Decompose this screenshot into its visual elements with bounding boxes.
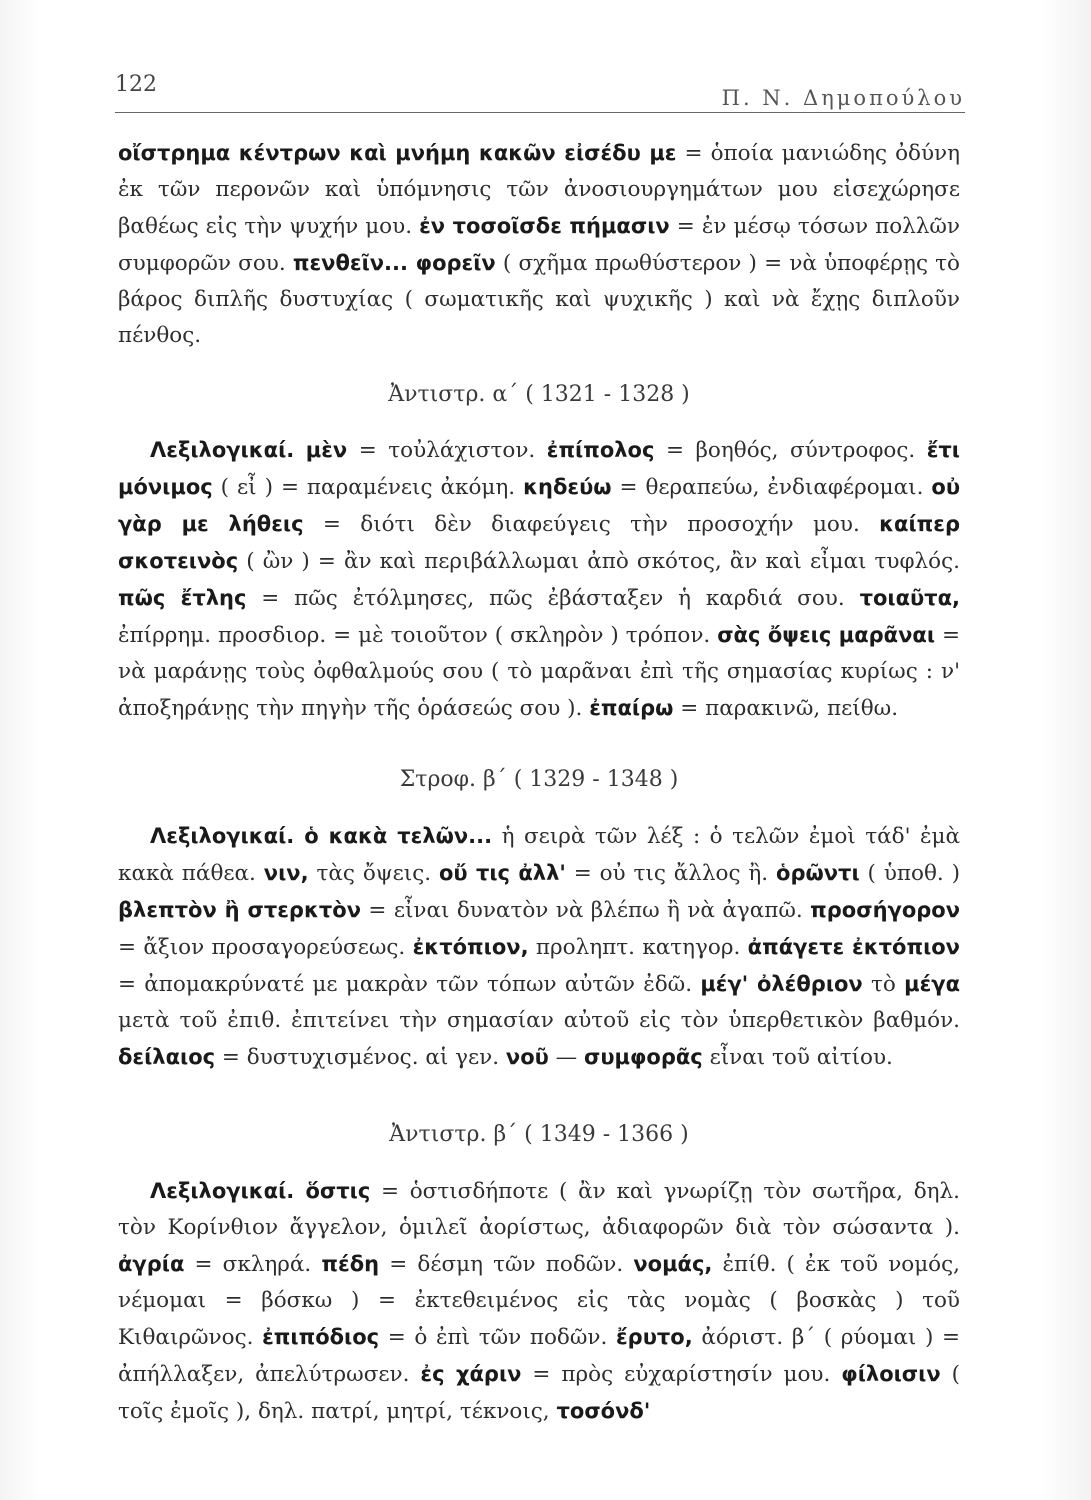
lemma-term: ἀγρία bbox=[118, 1252, 185, 1276]
lemma-term: νοῦ bbox=[505, 1045, 549, 1069]
gloss-text: = ὁ ἐπὶ τῶν ποδῶν. bbox=[379, 1325, 616, 1350]
lemma-term: μέγα bbox=[904, 972, 960, 996]
gloss-text: = δυστυχισμένος. αἱ γεν. bbox=[215, 1045, 506, 1070]
paragraph-vocabulary-antistrophe-a bbox=[118, 432, 960, 727]
lemma-term: οἴστρημα κέντρων καὶ μνήμη κακῶν εἰσέδυ με bbox=[118, 141, 677, 165]
gloss-text: = ἐν μέσῳ τόσων πολλῶν συμφορῶν σου. bbox=[118, 214, 960, 276]
gloss-text: = ὁστισδήποτε ( ἂν καὶ γνωρίζῃ τὸν σωτῆρα, δηλ. τὸν Κορίνθιον ἄγγελον, ὁμιλεῖ ἀορίστως, ἀδιαφορῶν διὰ τὸν σώσαντα ). bbox=[118, 1179, 960, 1240]
running-title: Π. Ν. Δημοπούλου bbox=[721, 86, 965, 110]
gloss-text: ἀόριστ. β΄ ( ρύομαι ) = ἀπήλλαξεν, ἀπελύτρωσεν. bbox=[118, 1325, 961, 1387]
section-heading-strophe-b: Στροφ. β΄ ( 1329 - 1348 ) bbox=[399, 767, 679, 792]
lemma-term: ἐπαίρω bbox=[589, 696, 674, 720]
lemma-term: φίλοισιν bbox=[841, 1362, 941, 1386]
gloss-text: ( σχῆμα πρωθύστερον ) = νὰ ὑποφέρῃς τὸ βάρος διπλῆς δυστυχίας ( σωματικῆς καὶ ψυχικῆς ) καὶ νὰ ἔχῃς διπλοῦν πένθος. bbox=[118, 251, 960, 348]
lemma-term: Λεξιλογικαί. bbox=[150, 438, 295, 462]
gloss-text: ( τοῖς ἐμοῖς ), δηλ. πατρί, μητρί, τέκνοις, bbox=[118, 1362, 961, 1424]
lemma-term: ἐπιπόδιος bbox=[262, 1325, 380, 1349]
gloss-text bbox=[294, 438, 306, 463]
page-number: 122 bbox=[115, 72, 157, 97]
gloss-text: — bbox=[548, 1045, 584, 1070]
gloss-text: ( ὑποθ. ) bbox=[859, 861, 961, 886]
lemma-term: ἀπάγετε ἐκτόπιον bbox=[747, 935, 960, 959]
lemma-term: πέδη bbox=[321, 1252, 380, 1276]
gloss-text: ἐπίρρημ. προσδιορ. = μὲ τοιοῦτον ( σκληρὸν ) τρόπον. bbox=[118, 623, 718, 648]
lemma-term: μέγ' ὀλέθριον bbox=[700, 972, 863, 996]
gloss-text: = εἶναι δυνατὸν νὰ βλέπω ἢ νὰ ἀγαπῶ. bbox=[361, 898, 811, 923]
lemma-term: βλεπτὸν ἢ στερκτὸν bbox=[118, 898, 362, 922]
lemma-term: ἐν τοσοῖσδε πήμασιν bbox=[419, 214, 670, 238]
lemma-term: τοιαῦτα, bbox=[859, 586, 960, 610]
lemma-term: πενθεῖν... φορεῖν bbox=[292, 251, 496, 275]
gloss-text: = νὰ μαράνῃς τοὺς ὀφθαλμούς σου ( τὸ μαρᾶναι ἐπὶ τῆς σημασίας κυρίως : ν' ἀποξηράνῃς τὴν πηγὴν τῆς ὁράσεώς σου ). bbox=[118, 623, 961, 721]
gloss-text: = ἀπομακρύνατέ με μακρὰν τῶν τόπων αὐτῶν ἐδῶ. bbox=[118, 972, 701, 997]
gloss-text: = σκληρά. bbox=[184, 1252, 322, 1277]
gloss-text: = παρακινῶ, πείθω. bbox=[673, 696, 899, 721]
lemma-term: σὰς ὄψεις μαρᾶναι bbox=[717, 623, 936, 647]
gloss-text: ( ὢν ) = ἂν καὶ περιβάλλωμαι ἀπὸ σκότος, ἂν καὶ εἶμαι τυφλός. bbox=[238, 549, 960, 574]
gloss-text: = ὁποία μανιώδης ὀδύνη ἐκ τῶν περονῶν καὶ ὑπόμνησις τῶν ἀνοσιουργημάτων μου εἰσεχώρησε βαθέως εἰς τὴν ψυχήν μου. bbox=[118, 141, 960, 239]
lemma-term: μὲν bbox=[305, 438, 348, 462]
gloss-text: = πῶς ἐτόλμησες, πῶς ἐβάσταξεν ἡ καρδιά σου. bbox=[246, 586, 860, 611]
gloss-text: μετὰ τοῦ ἐπιθ. ἐπιτείνει τὴν σημασίαν αὐτοῦ εἰς τὸν ὑπερθετικὸν βαθμόν. bbox=[118, 1008, 960, 1033]
lemma-term: οὐ γὰρ με λήθεις bbox=[118, 475, 960, 536]
lemma-term: νομάς, bbox=[633, 1252, 713, 1276]
section-heading-antistrophe-b: Ἀντιστρ. β΄ ( 1349 - 1366 ) bbox=[389, 1122, 689, 1147]
running-head bbox=[115, 72, 965, 110]
lemma-term: νιν, bbox=[263, 861, 309, 885]
lemma-term: ὁρῶντι bbox=[776, 861, 860, 885]
lemma-term: ἔρυτο, bbox=[615, 1325, 693, 1349]
gloss-text: ( εἶ ) = παραμένεις ἀκόμη. bbox=[212, 475, 524, 500]
gloss-text: = ἄξιον προσαγορεύσεως. bbox=[118, 935, 413, 960]
gloss-text: εἶναι τοῦ αἰτίου. bbox=[702, 1045, 893, 1070]
header-rule bbox=[115, 112, 965, 113]
gloss-text: ἡ σειρὰ τῶν λέξ : ὁ τελῶν ἐμοὶ τάδ' ἐμὰ κακὰ πάθεα. bbox=[118, 824, 960, 886]
lemma-term: δείλαιος bbox=[118, 1045, 216, 1069]
section-heading-antistrophe-a: Ἀντιστρ. α΄ ( 1321 - 1328 ) bbox=[388, 382, 690, 407]
lemma-term: κηδεύω bbox=[523, 475, 612, 499]
gloss-text: τὰς ὄψεις. bbox=[308, 861, 439, 886]
paragraph-vocabulary-antistrophe-b bbox=[118, 1173, 960, 1430]
lemma-term: ἐς χάριν bbox=[420, 1362, 522, 1386]
lemma-term: πῶς ἔτλης bbox=[118, 586, 247, 610]
lemma-term: προσήγορον bbox=[810, 898, 961, 922]
lemma-term: Λεξιλογικαί. ὁ κακὰ τελῶν... bbox=[150, 824, 493, 848]
lemma-term: καίπερ σκοτεινὸς bbox=[118, 512, 960, 573]
lemma-term: τοσόνδ' bbox=[556, 1399, 651, 1423]
paragraph-commentary-end bbox=[118, 135, 960, 354]
gloss-text: προληπτ. κατηγορ. bbox=[528, 935, 748, 960]
lemma-term: ἐκτόπιον, bbox=[412, 935, 529, 959]
gloss-text: = βοηθός, σύντροφος. bbox=[654, 438, 927, 463]
paragraph-vocabulary-strophe-b bbox=[118, 818, 960, 1076]
gloss-text: = τοὐλάχιστον. bbox=[347, 438, 547, 463]
gloss-text: = δέσμη τῶν ποδῶν. bbox=[379, 1252, 634, 1277]
lemma-term: συμφορᾶς bbox=[584, 1045, 703, 1069]
gloss-text: = πρὸς εὐχαρίστησίν μου. bbox=[521, 1362, 842, 1387]
lemma-term: ἔτι μόνιμος bbox=[118, 438, 960, 499]
gloss-text: = οὐ τις ἄλλος ἢ. bbox=[565, 861, 777, 886]
lemma-term: Λεξιλογικαί. ὅστις bbox=[150, 1179, 371, 1203]
gloss-text: = θεραπεύω, ἐνδιαφέρομαι. bbox=[611, 475, 932, 500]
lemma-term: οὔ τις ἀλλ' bbox=[438, 861, 566, 885]
gloss-text: τὸ bbox=[862, 972, 905, 997]
gloss-text: = διότι δὲν διαφεύγεις τὴν προσοχήν μου. bbox=[303, 512, 880, 537]
gloss-text: ἐπίθ. ( ἐκ τοῦ νομός, νέμομαι = βόσκω ) = ἐκτεθειμένος εἰς τὰς νομὰς ( βοσκὰς ) τοῦ Κιθαιρῶνος. bbox=[118, 1252, 961, 1350]
lemma-term: ἐπίπολος bbox=[546, 438, 655, 462]
